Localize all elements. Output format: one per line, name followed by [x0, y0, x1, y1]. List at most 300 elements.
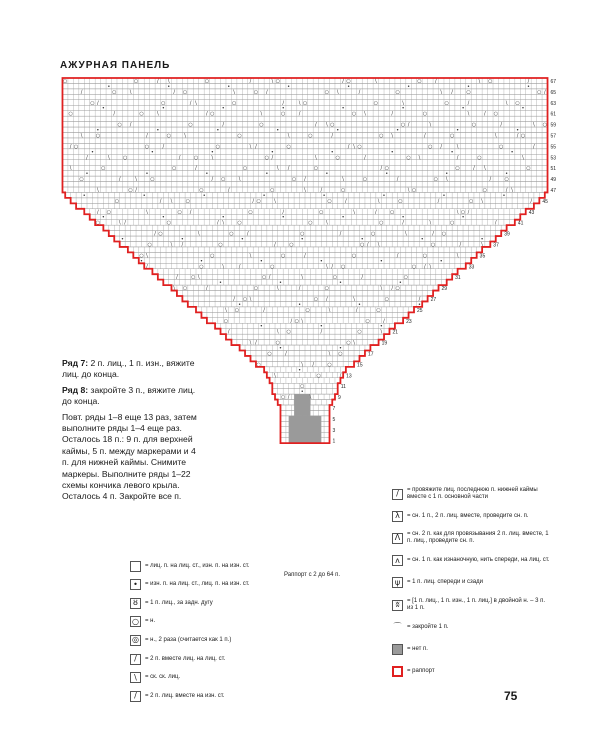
row-number: 29 [441, 286, 448, 293]
stitch-symbol: ○ [90, 100, 95, 107]
stitch-symbol: ○ [144, 143, 150, 150]
grid-row [264, 367, 346, 372]
stitch-symbol: • [439, 258, 443, 265]
stitch-symbol: \ [301, 274, 304, 281]
stitch-symbol: ○ [248, 209, 253, 216]
legend-left-text: = 2 п. вместе лиц. на лиц. ст. [145, 655, 226, 662]
stitch-symbol: ○ [161, 100, 166, 107]
row-number: 21 [392, 329, 399, 336]
row-number: 65 [550, 89, 557, 96]
legend-right-item [392, 555, 552, 567]
stitch-symbol: / [366, 241, 369, 248]
stitch-symbol: • [221, 214, 225, 221]
legend-right-text: = нет п. [407, 645, 428, 652]
stitch-symbol: \ [233, 89, 235, 96]
stitch-symbol: / [396, 176, 399, 183]
stitch-symbol: \ [238, 176, 241, 183]
stitch-symbol: \ [353, 296, 355, 303]
stitch-symbol: ○ [182, 89, 188, 96]
yarn-over-icon: ○ [130, 616, 141, 627]
row-number: 17 [367, 351, 374, 358]
stitch-symbol: \ [522, 154, 524, 161]
stitch-symbol: ○ [294, 318, 300, 325]
stitch-symbol: ○ [411, 263, 417, 270]
row-number: 47 [550, 187, 557, 194]
stitch-symbol: \ [407, 187, 410, 194]
k2tog-icon: / [130, 654, 141, 665]
stitch-symbol: ○ [204, 78, 210, 85]
row-number: 59 [550, 122, 557, 129]
legend-left-text: = изн. п. на лиц. ст., лиц. п. на изн. ст. [145, 581, 250, 588]
stitch-symbol: \ [287, 132, 290, 139]
stitch-symbol: / [375, 209, 377, 216]
stitch-symbol: \ [195, 100, 197, 107]
stitch-symbol: / [211, 176, 214, 183]
stitch-symbol: \ [429, 263, 432, 270]
legend-right-item [392, 621, 552, 633]
stitch-symbol: ○ [449, 220, 455, 227]
stitch-symbol: / [331, 132, 334, 139]
repeat-box-icon [392, 666, 403, 677]
legend-right-text: = 1 п. лиц. спереди и сзади [407, 579, 483, 586]
stitch-symbol: / [271, 154, 274, 161]
row-number: 15 [357, 362, 363, 369]
stitch-symbol: \ [274, 198, 276, 205]
stitch-symbol: / [268, 274, 271, 281]
stitch-symbol: ○ [128, 187, 133, 194]
stitch-symbol: ○ [520, 132, 526, 139]
stitch-symbol: \ [135, 176, 137, 183]
repeat-label: Раппорт с 2 до 64 п. [283, 572, 341, 578]
stitch-symbol: ○ [406, 154, 411, 161]
stitch-symbol: ○ [300, 383, 305, 390]
stitch-symbol: / [355, 307, 358, 314]
stitch-symbol: \ [107, 154, 110, 161]
stitch-symbol: \ [328, 307, 331, 314]
stitch-symbol: ○ [122, 154, 128, 161]
stitch-symbol: / [484, 111, 486, 118]
stitch-symbol: \ [494, 132, 497, 139]
stitch-symbol: • [382, 192, 386, 199]
stitch-symbol: / [361, 274, 364, 281]
stitch-symbol: • [199, 258, 203, 265]
stitch-symbol: / [304, 252, 306, 259]
stitch-symbol: ○ [504, 176, 509, 183]
stitch-symbol: / [282, 100, 285, 107]
stitch-symbol: \ [146, 252, 148, 259]
row-number: 43 [528, 209, 535, 216]
stitch-symbol: • [161, 214, 165, 221]
stitch-symbol: ○ [319, 209, 324, 216]
stitch-symbol: ○ [365, 318, 370, 325]
stitch-symbol: / [315, 122, 317, 129]
row-number: 39 [504, 231, 510, 238]
stitch-symbol: • [300, 389, 304, 396]
stitch-symbol: / [494, 220, 497, 227]
stitch-symbol: ○ [526, 165, 531, 172]
stitch-symbol: ○ [68, 111, 73, 118]
stitch-symbol: \ [511, 187, 513, 194]
no-stitch-area [289, 394, 322, 443]
stitch-symbol: ○ [395, 285, 400, 292]
stitch-symbol: / [418, 296, 421, 303]
stitch-symbol: / [287, 394, 290, 401]
stitch-symbol: / [391, 111, 394, 118]
stitch-symbol: \ [440, 89, 443, 96]
stitch-symbol: / [263, 307, 265, 314]
stitch-symbol: / [530, 198, 533, 205]
stitch-symbol: ○ [477, 154, 482, 161]
stitch-symbol: ○ [234, 307, 240, 314]
stitch-symbol: / [162, 143, 165, 150]
stitch-symbol: ○ [537, 89, 542, 96]
stitch-symbol: \ [170, 241, 173, 248]
stitch-symbol: \ [249, 252, 252, 259]
legend-left-item [130, 672, 280, 684]
stitch-symbol: ○ [340, 187, 346, 194]
stitch-symbol: ○ [376, 307, 381, 314]
stitch-symbol: \ [380, 329, 383, 336]
stitch-symbol: / [266, 89, 268, 96]
stitch-symbol: ○ [218, 241, 223, 248]
stitch-symbol: • [278, 280, 282, 287]
stitch-symbol: \ [325, 220, 328, 227]
stitch-symbol: / [233, 296, 235, 303]
stitch-symbol: / [434, 78, 437, 85]
dot-icon: • [130, 579, 141, 590]
row-number: 7 [332, 405, 336, 412]
legend-left-text: = ск. ск. лиц. [145, 674, 181, 681]
stitch-symbol: \ [129, 89, 132, 96]
stitch-symbol: \ [222, 220, 225, 227]
stitch-symbol: ○ [117, 122, 122, 129]
stitch-symbol: \ [298, 100, 301, 107]
stitch-symbol: • [396, 127, 400, 134]
stitch-symbol: ○ [172, 165, 177, 172]
stitch-symbol: \ [391, 132, 394, 139]
stitch-symbol: ○ [360, 241, 365, 248]
stitch-symbol: • [82, 192, 86, 199]
stitch-symbol: / [298, 285, 301, 292]
stitch-symbol: • [407, 83, 411, 90]
row7-text: 2 п. лиц., 1 п. изн., вяжите лиц. до конца. [62, 358, 195, 380]
legend-right-text: = сн. 2 п. как для провязывания 2 п. лиц. вместе, 1 п. лиц., проведите сн. п. [407, 531, 549, 545]
row-number: 11 [340, 384, 346, 391]
stitch-symbol: • [330, 149, 334, 156]
stitch-symbol: / [437, 198, 440, 205]
stitch-symbol: / [516, 132, 519, 139]
stitch-symbol: / [383, 318, 385, 325]
stitch-symbol: • [341, 105, 345, 112]
stitch-symbol: \ [157, 111, 159, 118]
stitch-symbol: \ [481, 241, 483, 248]
row-number: 63 [550, 100, 557, 107]
stitch-symbol: ○ [95, 220, 101, 227]
stitch-symbol: ○ [327, 198, 332, 205]
grid-row [62, 111, 547, 116]
stitch-symbol: / [189, 209, 192, 216]
stitch-symbol: • [278, 345, 282, 352]
stitch-symbol: / [456, 154, 459, 161]
stitch-symbol: \ [274, 372, 276, 379]
row-number: 61 [550, 111, 557, 118]
instructions-body: Повт. ряды 1–8 еще 13 раз, затем выполните ряды 1–4 еще раз. Осталось 18 п.: 9 п. для верхней каймы, 5 п. между маркерами и 4 п. для нижней каймы. Снимите маркеры. Выполните ряды 1–22 схемы кончика левого крыла. Осталось 4 п. Закройте все п. [62, 411, 197, 502]
stitch-symbol: ○ [433, 176, 438, 183]
stitch-symbol: / [118, 176, 121, 183]
stitch-symbol: \ [276, 285, 279, 292]
stitch-symbol: ○ [471, 122, 477, 129]
stitch-symbol: ○ [515, 100, 520, 107]
stitch-symbol: / [424, 132, 426, 139]
legend-left-item [130, 597, 280, 609]
row8-paragraph [62, 385, 202, 408]
stitch-symbol: • [467, 83, 470, 90]
stitch-symbol: ○ [210, 111, 215, 118]
stitch-symbol: • [265, 171, 269, 178]
stitch-symbol: ○ [291, 176, 297, 183]
stitch-symbol: ○ [79, 176, 84, 183]
stitch-symbol: / [396, 252, 399, 259]
stitch-symbol: / [287, 165, 290, 172]
stitch-symbol: / [364, 154, 366, 161]
stitch-symbol: ○ [379, 220, 384, 227]
stitch-symbol: ○ [73, 143, 79, 150]
grid-row [144, 263, 466, 268]
stitch-symbol: • [259, 323, 263, 330]
stitch-symbol: • [167, 83, 171, 90]
stitch-symbol: ○ [351, 111, 357, 118]
stitch-symbol: \ [484, 165, 486, 172]
stitch-symbol: / [173, 89, 176, 96]
stitch-symbol: ○ [384, 165, 389, 172]
stitch-symbol: • [390, 149, 394, 156]
stitch-symbol: • [502, 192, 506, 199]
stitch-symbol: ○ [346, 340, 351, 347]
stitch-symbol: / [285, 350, 287, 357]
stitch-symbol: / [252, 198, 255, 205]
stitch-symbol: ○ [422, 111, 428, 118]
stitch-symbol: ○ [370, 231, 376, 238]
row-number: 25 [417, 307, 423, 314]
stitch-symbol: \ [170, 198, 173, 205]
stitch-symbol: \ [353, 340, 355, 347]
row8-label: Ряд 8: [62, 384, 89, 395]
stitch-symbol: \ [429, 122, 432, 129]
stitch-symbol: / [331, 263, 334, 270]
stitch-symbol: • [161, 105, 165, 112]
grid-row [270, 378, 341, 383]
stitch-symbol: / [505, 187, 508, 194]
stitch-symbol: ○ [493, 111, 498, 118]
stitch-symbol: \ [456, 252, 459, 259]
stitch-symbol: • [338, 345, 342, 352]
stitch-symbol: ○ [182, 285, 188, 292]
stitch-symbol: \ [402, 100, 404, 107]
stitch-symbol: ○ [275, 78, 280, 85]
stitch-symbol: \ [364, 111, 366, 118]
stitch-symbol: ○ [101, 165, 106, 172]
stitch-symbol: • [262, 192, 266, 199]
stitch-symbol: ○ [542, 122, 547, 129]
stitch-symbol: ○ [324, 285, 329, 292]
double-decrease-icon: Λ [392, 533, 403, 544]
stitch-symbol: ○ [106, 209, 111, 216]
p2tog-icon: / [130, 691, 141, 702]
stitch-symbol: ○ [95, 132, 101, 139]
stitch-symbol: ○ [193, 154, 199, 161]
row-number: 49 [550, 177, 557, 184]
stitch-symbol: / [320, 187, 323, 194]
stitch-symbol: \ [225, 307, 227, 314]
stitch-symbol: / [304, 176, 306, 183]
stitch-symbol: / [282, 209, 285, 216]
stitch-symbol: / [312, 361, 315, 368]
stitch-symbol: \ [301, 318, 304, 325]
stitch-symbol: ○ [139, 252, 144, 259]
stitch-symbol: / [124, 220, 126, 227]
stitch-symbol: ○ [158, 231, 163, 238]
stitch-symbol: • [210, 149, 214, 156]
stitch-symbol: ○ [338, 350, 343, 357]
stitch-symbol: • [205, 171, 209, 178]
stitch-symbol: ○ [166, 132, 171, 139]
stitch-symbol: \ [429, 220, 432, 227]
legend-left-text: = н. [145, 618, 156, 625]
legend-left-text: = 2 п. лиц. вместе на изн. ст. [145, 692, 225, 699]
stitch-symbol: ○ [449, 132, 455, 139]
stitch-symbol: ○ [302, 100, 308, 107]
stitch-symbol: • [281, 214, 285, 221]
stitch-symbol: ○ [430, 241, 436, 248]
twisted-stitch-icon: ȣ [130, 598, 141, 609]
stitch-symbol: ○ [237, 220, 242, 227]
stitch-symbol: / [473, 165, 475, 172]
stitch-symbol: ○ [221, 176, 226, 183]
stitch-symbol: ○ [253, 89, 259, 96]
stitch-symbol: \ [173, 285, 176, 292]
stitch-symbol: / [181, 241, 184, 248]
stitch-symbol: • [240, 236, 244, 243]
stitch-symbol: / [325, 296, 328, 303]
stitch-symbol: • [442, 192, 446, 199]
stitch-symbol: ○ [286, 329, 291, 336]
stitch-symbol: ○ [286, 143, 291, 150]
stitch-symbol: / [227, 187, 230, 194]
stitch-symbol: \ [197, 231, 200, 238]
stitch-symbol: ○ [340, 263, 346, 270]
stitch-symbol: • [298, 301, 302, 308]
stitch-symbol: / [249, 78, 252, 85]
stitch-symbol: \ [80, 132, 83, 139]
row-number: 53 [550, 155, 557, 162]
grid-row [62, 89, 547, 94]
stitch-symbol: \ [467, 111, 470, 118]
row-number: 57 [550, 133, 557, 140]
stitch-symbol: • [450, 149, 454, 156]
stitch-symbol: ○ [335, 154, 340, 161]
stitch-symbol: ○ [395, 89, 400, 96]
stitch-symbol: / [424, 263, 426, 270]
stitch-symbol: / [407, 122, 410, 129]
stitch-symbol: / [146, 263, 148, 270]
stitch-symbol: ○ [373, 100, 379, 107]
stitch-symbol: • [526, 83, 530, 90]
stitch-symbol: / [533, 143, 535, 150]
stitch-symbol: ○ [63, 78, 68, 85]
stitch-symbol: / [216, 220, 219, 227]
grid-row [62, 149, 547, 154]
grid-row [84, 209, 525, 214]
stitch-symbol: / [290, 318, 293, 325]
double-yarn-over-icon: ◎ [130, 635, 141, 646]
grid-row [62, 143, 547, 148]
legend-right-text: = провяжите лиц. последнюю п. нижней каймы вместе с 1 п. основной части [407, 487, 538, 500]
stitch-symbol: \ [456, 209, 459, 216]
stitch-symbol: \ [211, 154, 214, 161]
stitch-symbol: • [227, 83, 231, 90]
stitch-symbol: • [385, 171, 389, 178]
stitch-symbol: / [489, 176, 492, 183]
stitch-symbol: • [219, 280, 223, 287]
stitch-symbol: ○ [264, 154, 270, 161]
stitch-symbol: / [135, 187, 137, 194]
legend-right-text: = сн. 1 п. как изнаночную, нить спереди, на лиц. ст. [407, 557, 550, 564]
stitch-symbol: / [358, 89, 361, 96]
stitch-symbol: / [451, 89, 453, 96]
stitch-symbol: / [176, 274, 178, 281]
stitch-symbol: / [159, 198, 162, 205]
stitch-symbol: / [97, 100, 99, 107]
stitch-symbol: \ [118, 220, 121, 227]
stitch-symbol: • [96, 127, 100, 134]
stitch-symbol: / [222, 122, 225, 129]
stitch-symbol: • [505, 171, 509, 178]
stitch-symbol: / [391, 285, 394, 292]
stitch-symbol: \ [375, 78, 377, 85]
stitch-symbol: \ [342, 176, 344, 183]
stitch-symbol: • [276, 127, 280, 134]
stitch-symbol: ○ [330, 122, 335, 129]
stitch-symbol: / [195, 165, 197, 172]
stitch-symbol: • [319, 258, 323, 265]
stitch-symbol: • [341, 214, 345, 221]
stitch-symbol: ○ [237, 132, 242, 139]
row-number: 13 [346, 373, 352, 380]
stitch-symbol: ○ [357, 143, 362, 150]
stitch-symbol: / [380, 165, 383, 172]
grid-row [62, 133, 547, 138]
stitch-symbol: • [417, 301, 421, 308]
stitch-symbol: \ [505, 100, 508, 107]
stitch-symbol: / [274, 241, 276, 248]
stitch-symbol: ○ [256, 361, 261, 368]
legend-left-item [130, 616, 280, 628]
stitch-symbol: • [379, 323, 383, 330]
stitch-symbol: • [259, 258, 263, 265]
stitch-symbol: / [246, 231, 249, 238]
stitch-symbol: / [255, 340, 257, 347]
stitch-symbol: • [398, 280, 402, 287]
stitch-symbol: \ [309, 394, 312, 401]
stitch-symbol: / [97, 209, 99, 216]
stitch-symbol: ○ [417, 78, 422, 85]
stitch-symbol: \ [249, 143, 252, 150]
stitch-symbol: / [347, 143, 350, 150]
stitch-symbol: / [440, 143, 443, 150]
stitch-symbol: • [401, 214, 405, 221]
stitch-symbol: \ [222, 263, 225, 270]
stitch-symbol: ○ [112, 89, 117, 96]
